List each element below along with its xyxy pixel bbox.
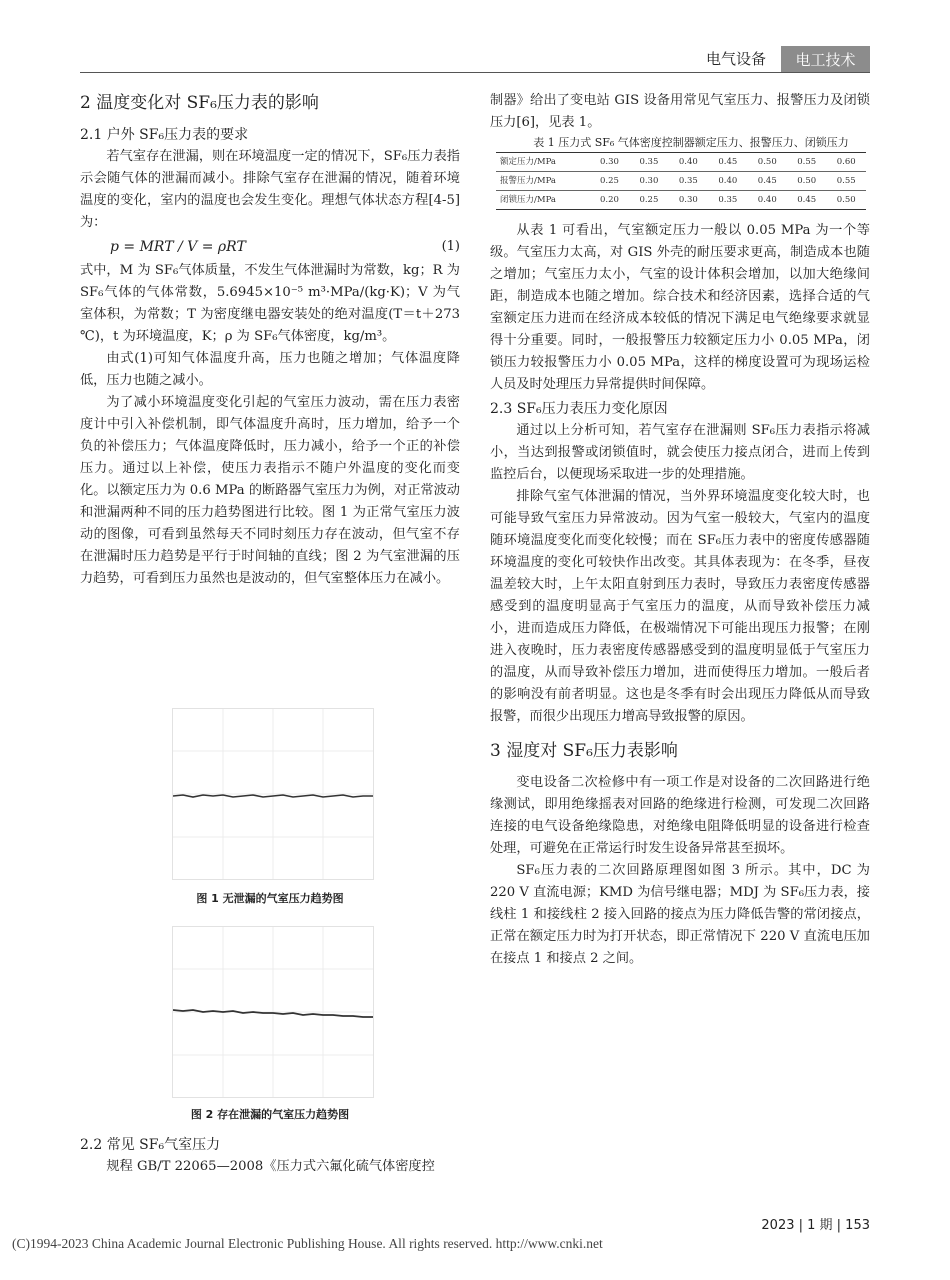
- paragraph: 式中，M 为 SF₆气体质量，不发生气体泄漏时为常数，kg；R 为 SF₆气体的气体常数，5.6945×10⁻⁵ m³·MPa/(kg·K)；V 为气室体积，为常数；T 为密度继电器安装处的绝对温度(T＝t＋273 ℃)，t 为环境温度，K；ρ 为 SF₆气体密度，kg/m³。: [80, 263, 460, 344]
- equation-text: p = MRT / V = ρRT: [110, 239, 246, 255]
- journal-category-badge: 电工技术: [781, 46, 870, 72]
- table-cell: 0.35: [629, 153, 668, 172]
- paragraph: 为了减小环境温度变化引起的气室压力波动，需在压力表密度计中引入补偿机制，即气体温度升高时，压力增加，给予一个负的补偿压力；气体温度降低时，压力减小，给予一个正的补偿压力。通过以上补偿，使压力表指示不随户外温度的变化而变化。以额定压力为 0.6 MPa 的断路器气室压力为例，对正常波动和泄漏两种不同的压力趋势图进行比较。图 1 为正常气室压力波动的图像，可看到虽然每天不同时刻压力存在波动，但气室不存在泄漏时压力趋势是平行于时间轴的直线；图 2 为气室泄漏的压力趋势，可看到压力虽然也是波动的，但气室整体压力在减小。: [80, 395, 460, 586]
- paragraph: SF₆压力表的二次回路原理图如图 3 所示。其中，DC 为 220 V 直流电源；KMD 为信号继电器；MDJ 为 SF₆压力表，接线柱 1 和接线柱 2 接入回路的接点为压力降低告警的常闭接点，正常在额定压力时为打开状态，即正常情况下 220 V 直流电压加在接点 1 和接点 2 之间。: [490, 863, 870, 966]
- paragraph: 若气室存在泄漏，则在环境温度一定的情况下，SF₆压力表指示会随气体的泄漏而减小。排除气室存在泄漏的情况，随着环境温度的变化，室内的温度也会发生变化。理想气体状态方程[4-5]为：: [80, 149, 460, 230]
- table-row-label: 闭锁压力/MPa: [496, 191, 590, 210]
- paragraph: 从表 1 可看出，气室额定压力一般以 0.05 MPa 为一个等级。气室压力太高，对 GIS 外壳的耐压要求更高，制造成本也随之增加；气室压力太小，气室的设计体积会增加，以加大绝缘间距，制造成本也随之增加。综合技术和经济因素，选择合适的气室额定压力进而在经济成本较低的情况下满足电气绝缘要求就显得十分重要。同时，一般报警压力较额定压力小 0.05 MPa，闭锁压力较报警压力小 0.05 MPa，这样的梯度设置可为现场运检人员及时处理压力异常提供时间保障。: [490, 223, 870, 392]
- figure-1-plot: [173, 709, 373, 879]
- table-row: [496, 172, 866, 191]
- table-cell: 0.55: [826, 172, 866, 191]
- figure-2-caption: 图 2 存在泄漏的气室压力趋势图: [190, 1108, 350, 1121]
- copyright-notice: (C)1994-2023 China Academic Journal Electronic Publishing House. All rights reserved. http://www.cnki.net: [12, 1236, 603, 1251]
- table-cell: 0.35: [669, 172, 708, 191]
- table-cell: 0.30: [590, 153, 629, 172]
- pressure-trend-line: [173, 795, 373, 797]
- right-column: [490, 90, 870, 970]
- table-cell: 0.50: [826, 191, 866, 210]
- table-cell: 0.30: [669, 191, 708, 210]
- paragraph: 排除气室气体泄漏的情况，当外界环境温度变化较大时，也可能导致气室压力异常波动。因为气室一般较大，气室内的温度随环境温度变化而变化较慢；而在 SF₆压力表中的密度传感器随环境温度的变化可较快作出改变。其具体表现为：在冬季，昼夜温差较大时，上午太阳直射到压力表时，导致压力表密度传感器感受到的温度明显高于气室压力的温度，从而导致补偿压力减小，进而造成压力降低，在极端情况下可能出现压力报警；在刚进入夜晚时，压力表密度传感器感受到的温度明显低于气室压力的温度，从而导致补偿压力增加，进而使得压力增加。一般后者的影响没有前者明显。这也是冬季有时会出现压力降低从而导致报警，而很少出现压力增高导致报警的原因。: [490, 489, 870, 724]
- table-row: [496, 191, 866, 210]
- left-column: [80, 90, 460, 590]
- page-number: 2023 | 1 期 | 153: [761, 1218, 870, 1233]
- table-1: [496, 152, 866, 210]
- paragraph: 规程 GB/T 22065—2008《压力式六氟化硫气体密度控: [106, 1159, 435, 1174]
- table-cell: 0.55: [787, 153, 826, 172]
- table-cell: 0.40: [669, 153, 708, 172]
- table-cell: 0.45: [787, 191, 826, 210]
- table-cell: 0.40: [748, 191, 787, 210]
- paragraph: 通过以上分析可知，若气室存在泄漏则 SF₆压力表指示将减小，当达到报警或闭锁值时，就会使压力接点闭合，进而上传到监控后台，以便现场采取进一步的处理措施。: [490, 423, 870, 482]
- table-cell: 0.30: [629, 172, 668, 191]
- table-1-caption: 表 1 压力式 SF₆ 气体密度控制器额定压力、报警压力、闭锁压力: [533, 136, 849, 149]
- subsection-2-3-heading: 2.3 SF₆压力表压力变化原因: [490, 401, 668, 417]
- journal-section-label: 电气设备: [706, 50, 767, 68]
- table-cell: 0.25: [590, 172, 629, 191]
- table-cell: 0.45: [748, 172, 787, 191]
- equation-1: [80, 234, 460, 260]
- subsection-2-1-heading: 2.1 户外 SF₆压力表的要求: [80, 127, 249, 143]
- table-cell: 0.20: [590, 191, 629, 210]
- paragraph: 制器》给出了变电站 GIS 设备用常见气室压力、报警压力及闭锁压力[6]，见表 1。: [490, 93, 870, 130]
- figure-1-chart: [172, 708, 374, 880]
- figure-2-plot: [173, 927, 373, 1097]
- section-2-heading: 2 温度变化对 SF₆压力表的影响: [80, 93, 319, 113]
- figure-2-chart: [172, 926, 374, 1098]
- subsection-2-2-heading: 2.2 常见 SF₆气室压力: [80, 1137, 221, 1153]
- table-cell: 0.45: [708, 153, 747, 172]
- left-column-bottom: [80, 1134, 460, 1178]
- paragraph: 变电设备二次检修中有一项工作是对设备的二次回路进行绝缘测试，即用绝缘摇表对回路的绝缘进行检测，可发现二次回路连接的电气设备绝缘隐患，对绝缘电阻降低明显的设备进行检查处理，可避免在正常运行时发生设备异常甚至损坏。: [490, 775, 870, 856]
- table-row-label: 额定压力/MPa: [496, 153, 590, 172]
- header-rule: [80, 72, 870, 73]
- table-row: [496, 153, 866, 172]
- table-cell: 0.25: [629, 191, 668, 210]
- section-3-heading: 3 湿度对 SF₆压力表影响: [490, 741, 678, 761]
- table-row-label: 报警压力/MPa: [496, 172, 590, 191]
- figure-1-caption: 图 1 无泄漏的气室压力趋势图: [196, 892, 344, 905]
- table-cell: 0.35: [708, 191, 747, 210]
- equation-number: (1): [441, 239, 460, 254]
- paragraph: 由式(1)可知气体温度升高，压力也随之增加；气体温度降低，压力也随之减小。: [80, 351, 460, 388]
- table-cell: 0.50: [748, 153, 787, 172]
- table-cell: 0.50: [787, 172, 826, 191]
- table-cell: 0.60: [826, 153, 866, 172]
- table-cell: 0.40: [708, 172, 747, 191]
